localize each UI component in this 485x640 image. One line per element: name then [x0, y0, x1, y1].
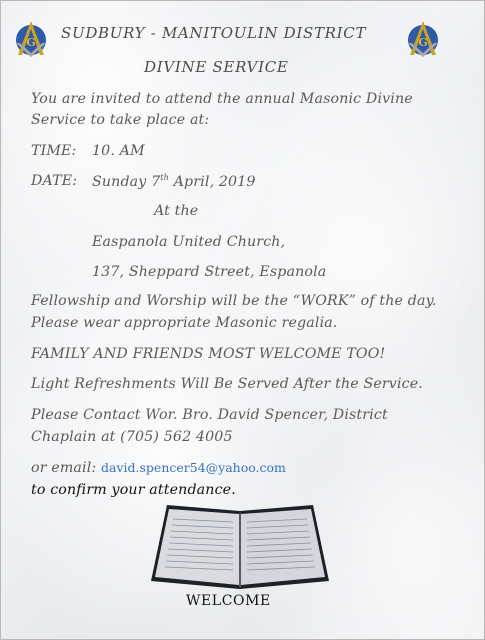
date-rest: April, 2019: [168, 174, 256, 190]
at-the-text: At the: [154, 203, 199, 219]
confirm-attendance: to confirm your attendance.: [31, 482, 236, 498]
venue-name: Easpanola United Church,: [92, 234, 286, 250]
welcome-text: WELCOME: [186, 593, 271, 609]
invite-line-1: You are invited to attend the annual Masonic Divine: [31, 91, 413, 107]
invite-line-2: Service to take place at:: [31, 112, 210, 128]
title-line-2: DIVINE SERVICE: [144, 58, 289, 76]
refreshments-note: Light Refreshments Will Be Served After the Service.: [31, 376, 423, 392]
email-prefix: or email:: [31, 460, 102, 476]
fellowship-line-1: Fellowship and Worship will be the “WORK” of the day.: [31, 293, 437, 309]
date-label: DATE:: [31, 173, 78, 189]
date-day: Sunday 7: [92, 174, 161, 190]
title-line-1: SUDBURY - MANITOULIN DISTRICT: [61, 24, 367, 42]
date-suffix: th: [160, 173, 169, 182]
time-label: TIME:: [31, 143, 77, 159]
svg-text:G: G: [26, 36, 36, 49]
email-line: [31, 460, 286, 476]
fellowship-line-2: Please wear appropriate Masonic regalia.: [31, 315, 338, 331]
date-value: [92, 173, 256, 190]
family-welcome: FAMILY AND FRIENDS MOST WELCOME TOO!: [31, 346, 386, 362]
venue-address: 137, Sheppard Street, Espanola: [92, 264, 327, 280]
email-link[interactable]: david.spencer54@yahoo.com: [101, 460, 286, 475]
time-value: 10. AM: [92, 143, 145, 159]
open-bible-icon: [147, 499, 333, 593]
contact-line-1: Please Contact Wor. Bro. David Spencer, District: [31, 407, 388, 423]
svg-text:G: G: [418, 36, 428, 49]
masonic-square-compass-icon: [401, 17, 445, 61]
masonic-square-compass-icon: [9, 17, 53, 61]
contact-line-2: Chaplain at (705) 562 4005: [31, 429, 233, 445]
